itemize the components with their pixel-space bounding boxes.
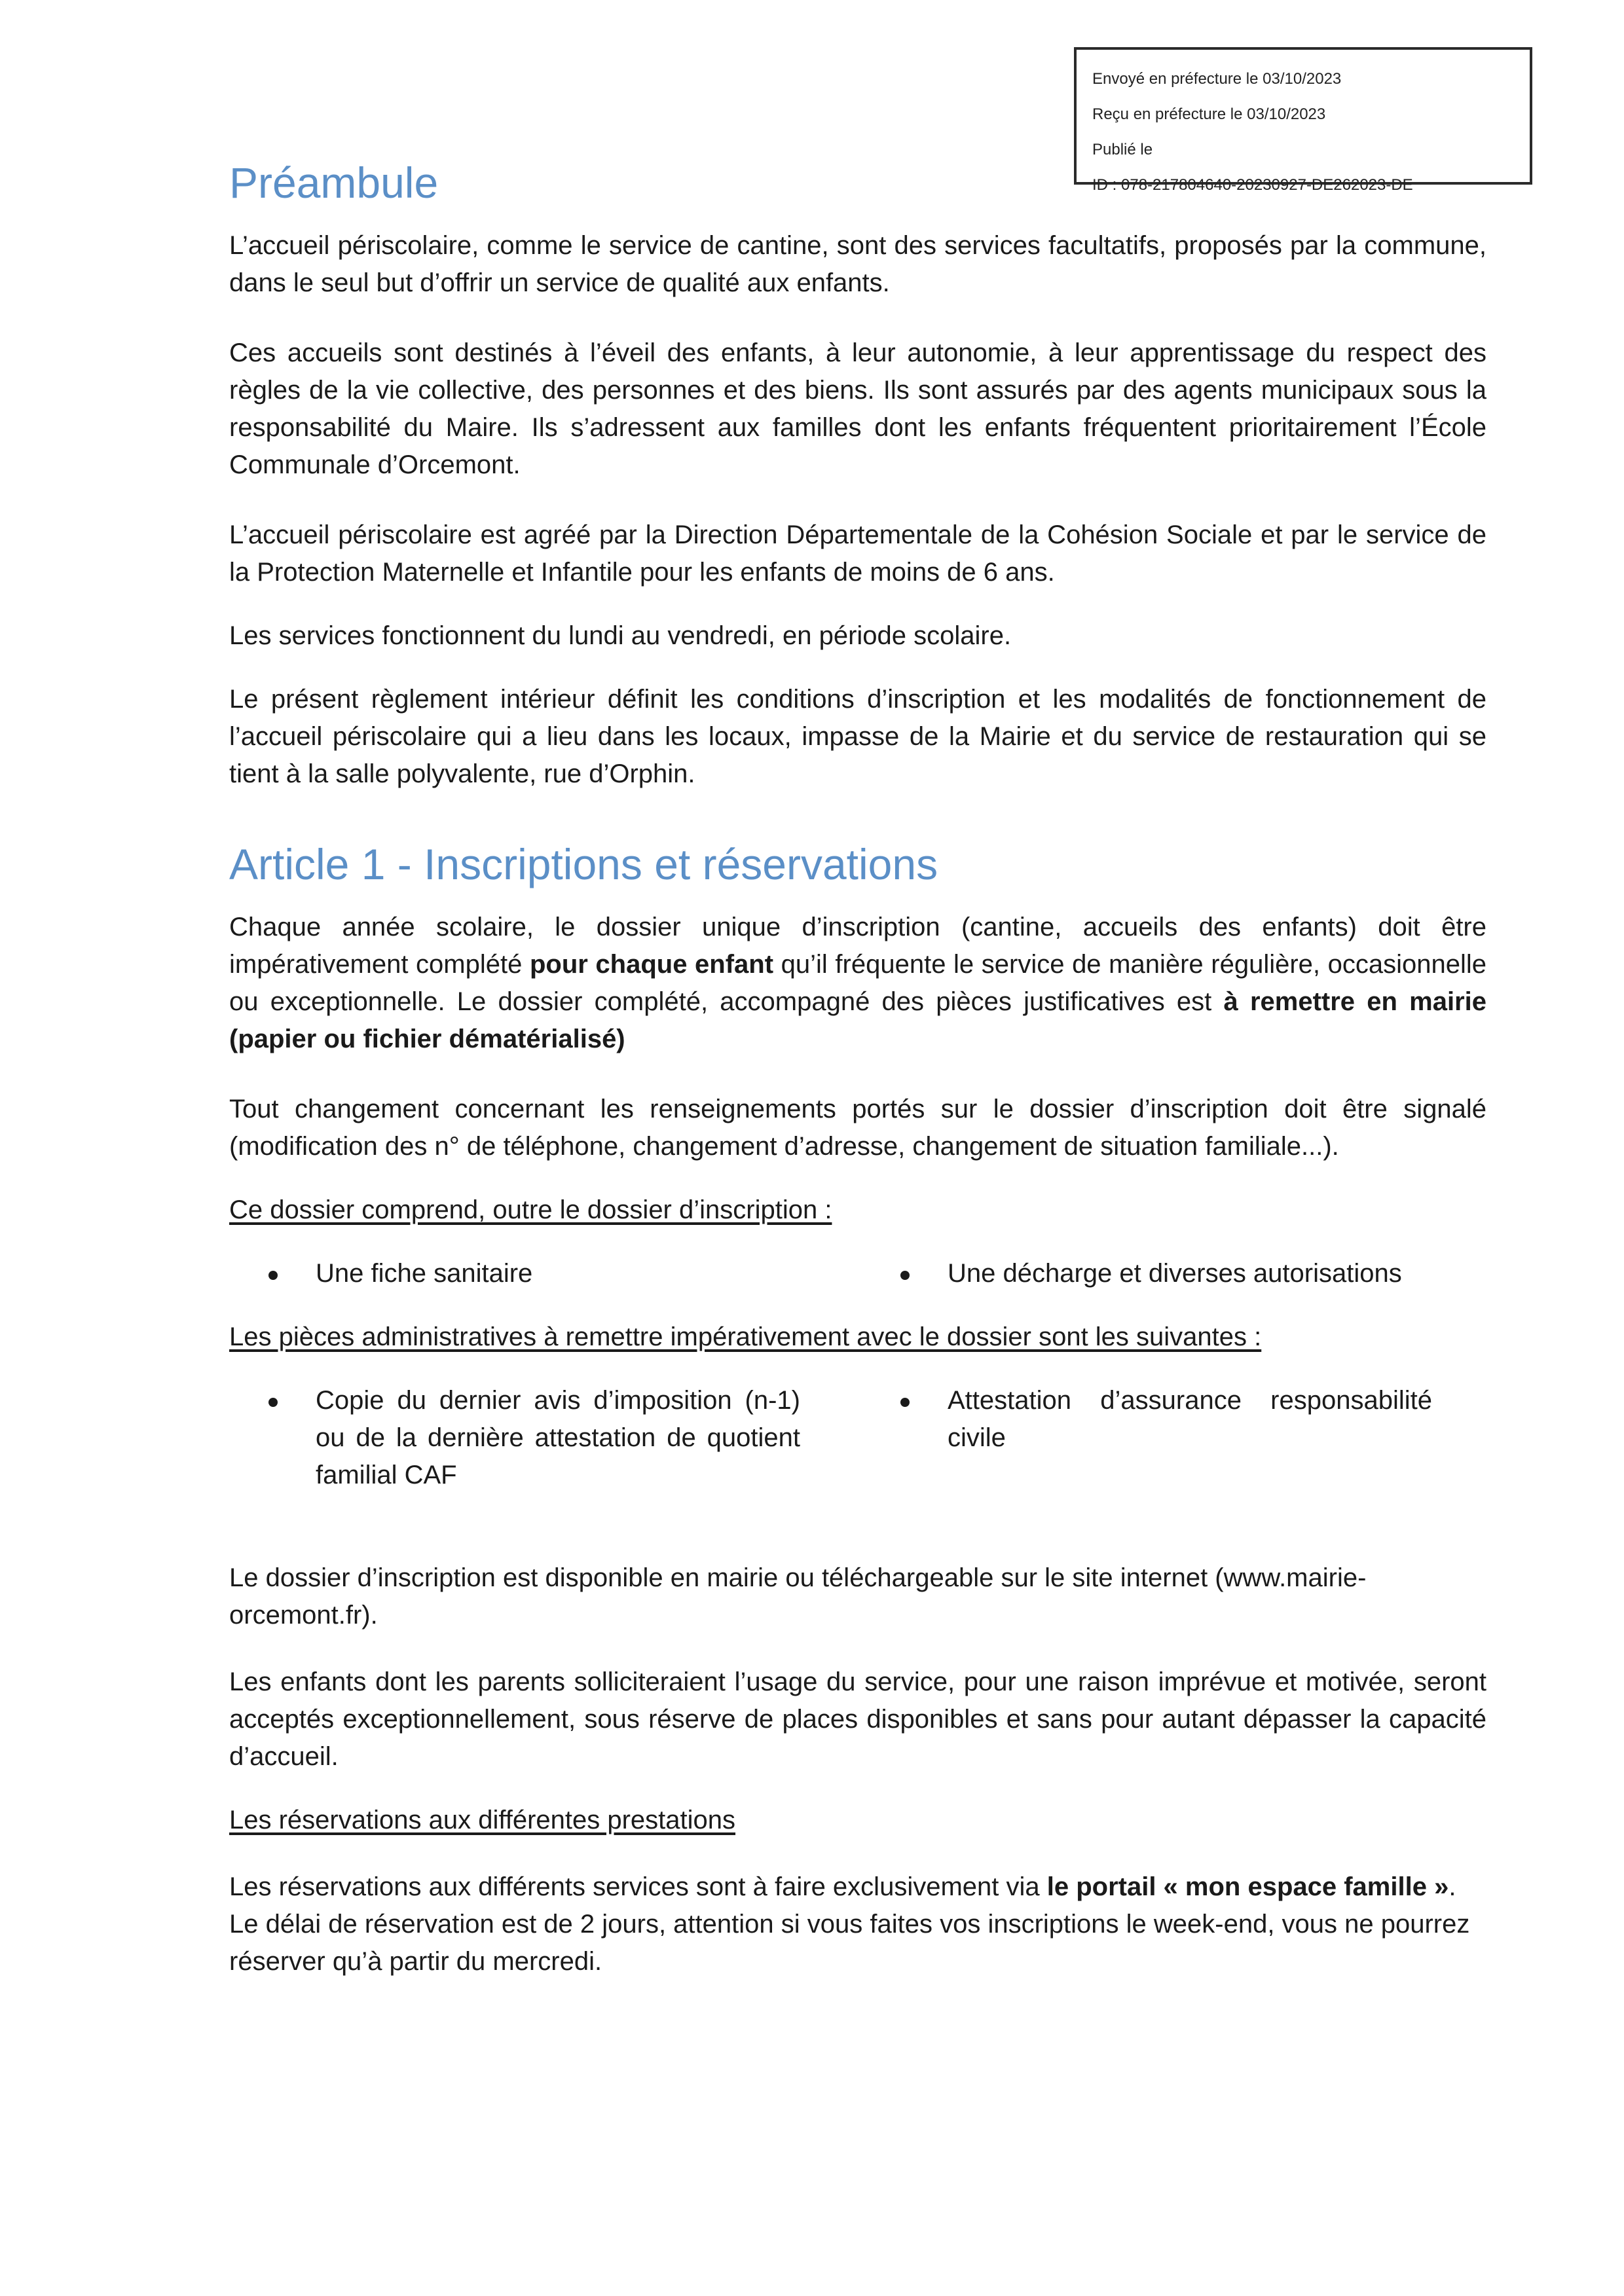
reservations-heading: Les réservations aux différentes prestations bbox=[229, 1806, 736, 1835]
pieces-list bbox=[229, 1382, 1486, 1494]
document-body bbox=[229, 157, 1486, 1980]
article1-paragraph-4: Les enfants dont les parents solliciteraient l’usage du service, pour une raison imprévue et motivée, seront acceptés exceptionnellement, sous réserve de places disponibles et sans pour autant dépasser la capacité d’accueil. bbox=[229, 1667, 1486, 1772]
article1-p1-part-c: qu’il fréquente le service de manière régulière, occasionnelle ou exceptionnelle. Le dossier complété, accompagné des pièces justificatives est bbox=[229, 950, 1487, 1017]
bullet-icon bbox=[900, 1255, 948, 1292]
stamp-received-line: Reçu en préfecture le 03/10/2023 bbox=[1092, 105, 1326, 123]
article1-p5-part-c: . Le délai de réservation est de 2 jours, attention si vous faites vos inscriptions le week-end, vous ne pourrez réserver qu’à partir du mercredi. bbox=[229, 1872, 1470, 1977]
article1-p1-part-a: Chaque année scolaire, le dossier unique d’inscription (cantine, accueils des enfants) doit être impérativement complété bbox=[229, 913, 1486, 979]
bullet-icon bbox=[268, 1382, 316, 1494]
article1-p5-part-a: Les réservations aux différents services sont à faire exclusivement via bbox=[229, 1872, 1047, 1902]
preambule-paragraph-1: L’accueil périscolaire, comme le service de cantine, sont des services facultatifs, proposés par la commune, dans le seul but d’offrir un service de qualité aux enfants. bbox=[229, 231, 1486, 298]
list-item bbox=[229, 1382, 900, 1494]
list-item-text: Copie du dernier avis d’imposition (n-1) ou de la dernière attestation de quotient familial CAF bbox=[316, 1386, 800, 1490]
article1-paragraph-5 bbox=[229, 1868, 1486, 1980]
list-item bbox=[900, 1255, 1486, 1292]
article1-p1-bold-each-child: pour chaque enfant bbox=[529, 950, 774, 979]
article1-p5-bold-portal: le portail « mon espace famille » bbox=[1046, 1872, 1449, 1902]
article1-paragraph-3: Le dossier d’inscription est disponible en mairie ou téléchargeable sur le site internet (www.mairie-orcemont.fr). bbox=[229, 1563, 1367, 1630]
dossier-list bbox=[229, 1255, 1486, 1292]
list-item-text: Attestation d’assurance responsabilité civile bbox=[948, 1386, 1432, 1453]
preambule-paragraph-5: Le présent règlement intérieur définit les conditions d’inscription et les modalités de fonctionnement de l’accueil périscolaire qui a lieu dans les locaux, impasse de la Mairie et du service de restauration qui se tient à la salle polyvalente, rue d’Orphin. bbox=[229, 685, 1486, 789]
preambule-paragraph-3: L’accueil périscolaire est agréé par la Direction Départementale de la Cohésion Sociale et par le service de la Protection Maternelle et Infantile pour les enfants de moins de 6 ans. bbox=[229, 520, 1486, 587]
stamp-sent-line: Envoyé en préfecture le 03/10/2023 bbox=[1092, 70, 1342, 88]
bullet-icon bbox=[268, 1255, 316, 1292]
stamp-id-line: ID : 078-217804640-20230927-DE262023-DE bbox=[1092, 176, 1413, 194]
stamp-published-line: Publié le bbox=[1092, 141, 1153, 158]
list-item-text: Une décharge et diverses autorisations bbox=[948, 1259, 1402, 1288]
dossier-heading: Ce dossier comprend, outre le dossier d’inscription : bbox=[229, 1195, 832, 1225]
pieces-heading: Les pièces administratives à remettre impérativement avec le dossier sont les suivantes : bbox=[229, 1322, 1262, 1352]
article1-paragraph-1 bbox=[229, 909, 1486, 1058]
bullet-icon bbox=[900, 1382, 948, 1494]
list-item bbox=[229, 1255, 900, 1292]
article1-p1-bold-submit: à remettre en mairie (papier ou fichier dématérialisé) bbox=[229, 987, 1486, 1054]
preambule-title: Préambule bbox=[229, 158, 439, 207]
list-item-text: Une fiche sanitaire bbox=[316, 1259, 533, 1288]
list-item bbox=[900, 1382, 1486, 1494]
article1-paragraph-2: Tout changement concernant les renseignements portés sur le dossier d’inscription doit être signalé (modification des n° de téléphone, changement d’adresse, changement de situation familiale...). bbox=[229, 1095, 1486, 1161]
preambule-paragraph-4: Les services fonctionnent du lundi au vendredi, en période scolaire. bbox=[229, 621, 1012, 651]
article1-title: Article 1 - Inscriptions et réservations bbox=[229, 840, 938, 889]
preambule-paragraph-2: Ces accueils sont destinés à l’éveil des enfants, à leur autonomie, à leur apprentissage du respect des règles de la vie collective, des personnes et des biens. Ils sont assurés par des agents municipaux sous la responsabilité du Maire. Ils s’adressent aux familles dont les enfants fréquentent prioritairement l’École Communale d’Orcemont. bbox=[229, 338, 1486, 480]
